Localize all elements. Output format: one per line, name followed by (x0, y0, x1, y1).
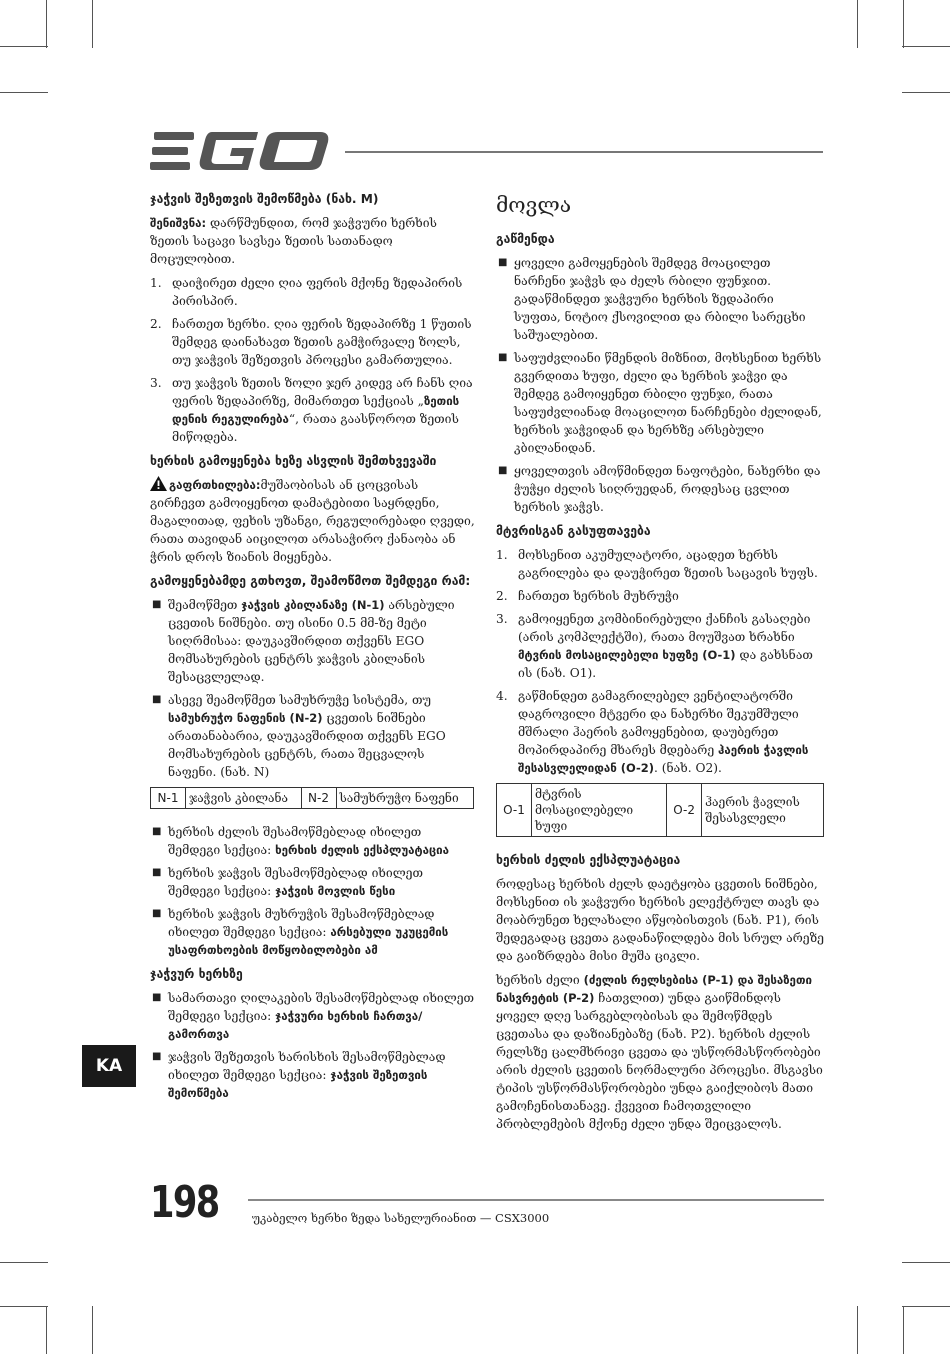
crop-mark (92, 1306, 93, 1354)
legend-label: ჯაჭვის კბილანა (186, 788, 302, 809)
crop-mark (0, 1262, 48, 1263)
list-item: 1. დაიჭირეთ ძელი ღია ფერის მქონე ზედაპირის პირისპირ. (150, 276, 463, 308)
numbered-list (150, 274, 476, 446)
warning-icon (150, 476, 167, 491)
crop-mark (92, 0, 93, 48)
bullet-list (150, 989, 476, 1102)
legend-table-n (150, 787, 474, 809)
page-title: მოვლა (496, 193, 572, 217)
crop-mark (902, 1262, 950, 1263)
footer-text: უკაბელო ხერხი ზედა სახელურიანით — CSX3000 (252, 1211, 550, 1225)
list-item: 3. გამოიყენეთ კომბინირებული ქანჩის გასაღები (არის კომპლექტში), რათა მოუშვათ ხრახნი მტვრის მოსაცილებელი ხუფზე (O-1) და გახსნათ ის (ნახ. O1). (496, 612, 813, 680)
list-item: ■ ყოველი გამოყენების შემდეგ მოაცილეთ ნარჩენი ჯაჭვს და ძელს რბილი ფუნჯით. გადაწმინდეთ ჯაჭვური ხერხის ზედაპირი სუფთა, ნოტიო ქსოვილით და რბილი სარეცხი საშუალებით. (498, 256, 806, 342)
list-item: ■ ყოველთვის ამოწმინდეთ ნაფოტები, ნახერხი და ჭუჭყი ძელის სიღრუედან, როდესაც ცვლით ხერხის ჯაჭვს. (498, 464, 821, 514)
crop-mark (857, 0, 858, 48)
crop-mark (903, 0, 904, 48)
list-item: ■ ხერხის ჯაჭვის მუხრუჭის შესამოწმებლად იხილეთ შემდეგი სექცია: არსებული უკუცემის უსაფრთხოების მოწყობილობები ამ (152, 907, 449, 957)
list-item: ■ შეამოწმეთ ჯაჭვის კბილანაზე (N-1) არსებული ცვეთის ნიშნები. თუ ისინი 0.5 მმ-ზე მეტი სიღრმისაა: დაუკავშირდით თქვენს EGO მომსახურების ცენტრს ჯაჭვის კბილანის შესაცვლელად. (152, 598, 455, 684)
crop-mark (902, 1306, 950, 1307)
list-item: 3. თუ ჯაჭვის ზეთის ზოლი ჯერ კიდევ არ ჩანს ღია ფერის ზედაპირზე, მიმართეთ სექციას „ზეთის დენის რეგულირება“, რათა გაასწოროთ ზეთის მიწოდება. (150, 376, 473, 444)
list-item: 4. გაწმინდეთ გამაგრილებელ ვენტილატორში დაგროვილი მტვერი და ნახერხი შეკუმშული მშრალი ჰაერის გამოყენებით, დაუბერეთ მოპირდაპირე მხარეს მდებარე ჰაერის ჭავლის შესასვლელიდან (O-2). (ნახ. O2). (496, 689, 809, 775)
left-column (150, 190, 476, 1108)
numbered-list (496, 546, 824, 777)
page-number: 198 (150, 1177, 219, 1228)
list-item: ■ ხერხის ჯაჭვის შესამოწმებლად იხილეთ შემდეგი სექცია: ჯაჭვის მოვლის წესი (152, 866, 424, 898)
crop-mark (902, 46, 950, 47)
crop-mark (0, 92, 48, 93)
section-title: ჯაჭვურ ხერხზე (150, 967, 243, 981)
legend-code: N-1 (151, 788, 186, 809)
crop-mark (902, 92, 950, 93)
legend-table-o (496, 783, 824, 837)
section-title: ხერხის ძელის ექსპლუატაცია (496, 853, 681, 867)
footer-rule (248, 1199, 824, 1201)
legend-code: O-2 (667, 784, 702, 837)
section-title: ხერხის გამოყენება ხეზე ასვლის შემთხვევაში (150, 454, 437, 468)
warning: გაფრთხილება:მუშაობისას ან ცოცვისას გირჩევთ გამოიყენოთ დამატებითი საყრდენი, მაგალითად, ფეხის უზანგი, რეგულირებადი ღვედი, რათა თავიდან აიცილოთ არასაჭირო ქანაობა ან ჭრის დროს ზიანის მიყენება. (150, 478, 475, 564)
note: შენიშვნა: დარწმუნდით, რომ ჯაჭვური ხერხის ზეთის საცავი სავსეა ზეთის სათანადო მოცულობით. (150, 216, 437, 266)
crop-mark (46, 0, 47, 48)
legend-label: სამუხრუჭო ნაფენი (336, 788, 474, 809)
crop-mark (46, 1306, 47, 1354)
section-title: გაწმენდა (496, 232, 555, 246)
list-item: 1. მოხსენით აკუმულატორი, აცადეთ ხერხს გაგრილება და დაუჭირეთ ზეთის საცავის ხუფს. (496, 548, 818, 580)
section-title: ჯაჭვის შეზეთვის შემოწმება (ნახ. M) (150, 192, 379, 206)
right-column (496, 192, 824, 1139)
header-rule (345, 151, 823, 153)
legend-label: მტვრის მოსაცილებელი ხუფი (532, 784, 667, 837)
list-item: ■ ჯაჭვის შეზეთვის ხარისხის შესამოწმებლად იხილეთ შემდეგი სექცია: ჯაჭვის შეზეთვის შემოწმება (152, 1050, 446, 1100)
section-title: გამოყენებამდე გთხოვთ, შეამოწმოთ შემდეგი რამ: (150, 574, 471, 588)
paragraph: ხერხის ძელი (ძელის რელსებისა (P-1) და შესაზეთი ნასვრეტის (P-2) ჩათვლით) უნდა გაიწმინდოს ყოველ დღე სარგებლობისას და შემოწმდეს ცვეთასა და დაზიანებაზე (ნახ. P2). ხერხის ძელის რელსზე ცალმხრივი ცვეთა და უსწორმასწორობები არის ძელის ცვეთის ნორმალური პროცესი. მსგავსი ტიპის უსწორმასწორობები უნდა გაიქლიბოს მათი გამოჩენისთანავე. ქვევით ჩამოთვლილი პრობლემების მქონე ძელი უნდა შეიცვალოს. (496, 973, 823, 1131)
bullet-list (150, 823, 476, 959)
bullet-list (150, 596, 476, 781)
section-title: მტვრისგან გასუფთავება (496, 524, 651, 538)
legend-code: O-1 (497, 784, 532, 837)
crop-mark (903, 1306, 904, 1354)
crop-mark (0, 46, 48, 47)
list-item: ■ სამართავი ღილაკების შესამოწმებლად იხილეთ შემდეგი სექცია: ჯაჭვური ხერხის ჩართვა/გამორთვა (152, 991, 475, 1041)
list-item: ■ საფუძვლიანი წმენდის მიზნით, მოხსენით ხერხს გვერდითა ხუფი, ძელი და ხერხის ჯაჭვი და შემდეგ გამოიყენეთ რბილი ფუნჯი, რათა საფუძვლიანად მოაცილოთ ნარჩენები ძელიდან, ხერხის ჯაჭვიდან და ხერხზე არსებული კბილანიდან. (498, 351, 822, 455)
language-tab: KA (82, 1045, 136, 1087)
list-item: 2. ჩართეთ ხერხის მუხრუჭი (496, 589, 679, 603)
bullet-list (496, 254, 824, 516)
list-item: ■ ხერხის ძელის შესამოწმებლად იხილეთ შემდეგი სექცია: ხერხის ძელის ექსპლუატაცია (152, 825, 449, 857)
ego-logo (150, 130, 330, 172)
crop-mark (0, 1306, 48, 1307)
legend-code: N-2 (301, 788, 336, 809)
paragraph: როდესაც ხერხის ძელს დაეტყობა ცვეთის ნიშნები, მოხსენით ის ჯაჭვური ხერხის ელექტრულ თავს და მოაბრუნეთ ხელახალი აწყობისთვის (ნახ. P1), რის შედეგადაც ცვეთა გადანაწილდება მის სრულ არეზე და გაიზრდება მისი მუშა ციკლი. (496, 877, 824, 963)
crop-mark (857, 1306, 858, 1354)
list-item: ■ ასევე შეამოწმეთ სამუხრუჭე სისტემა, თუ სამუხრუჭო ნაფენის (N-2) ცვეთის ნიშნები არათანაბარია, დაუკავშირდით თქვენს EGO მომსახურების ცენტრს, რათა შეცვალოს ნაფენი. (ნახ. N) (152, 693, 446, 779)
legend-label: ჰაერის ჭავლის შესასვლელი (702, 784, 824, 837)
list-item: 2. ჩართეთ ხერხი. ღია ფერის ზედაპირზე 1 წუთის შემდეგ დაინახავთ ზეთის გამჭირვალე ზოლს, თუ ჯაჭვის შეზეთვის პროცესი გამართულია. (150, 317, 472, 367)
